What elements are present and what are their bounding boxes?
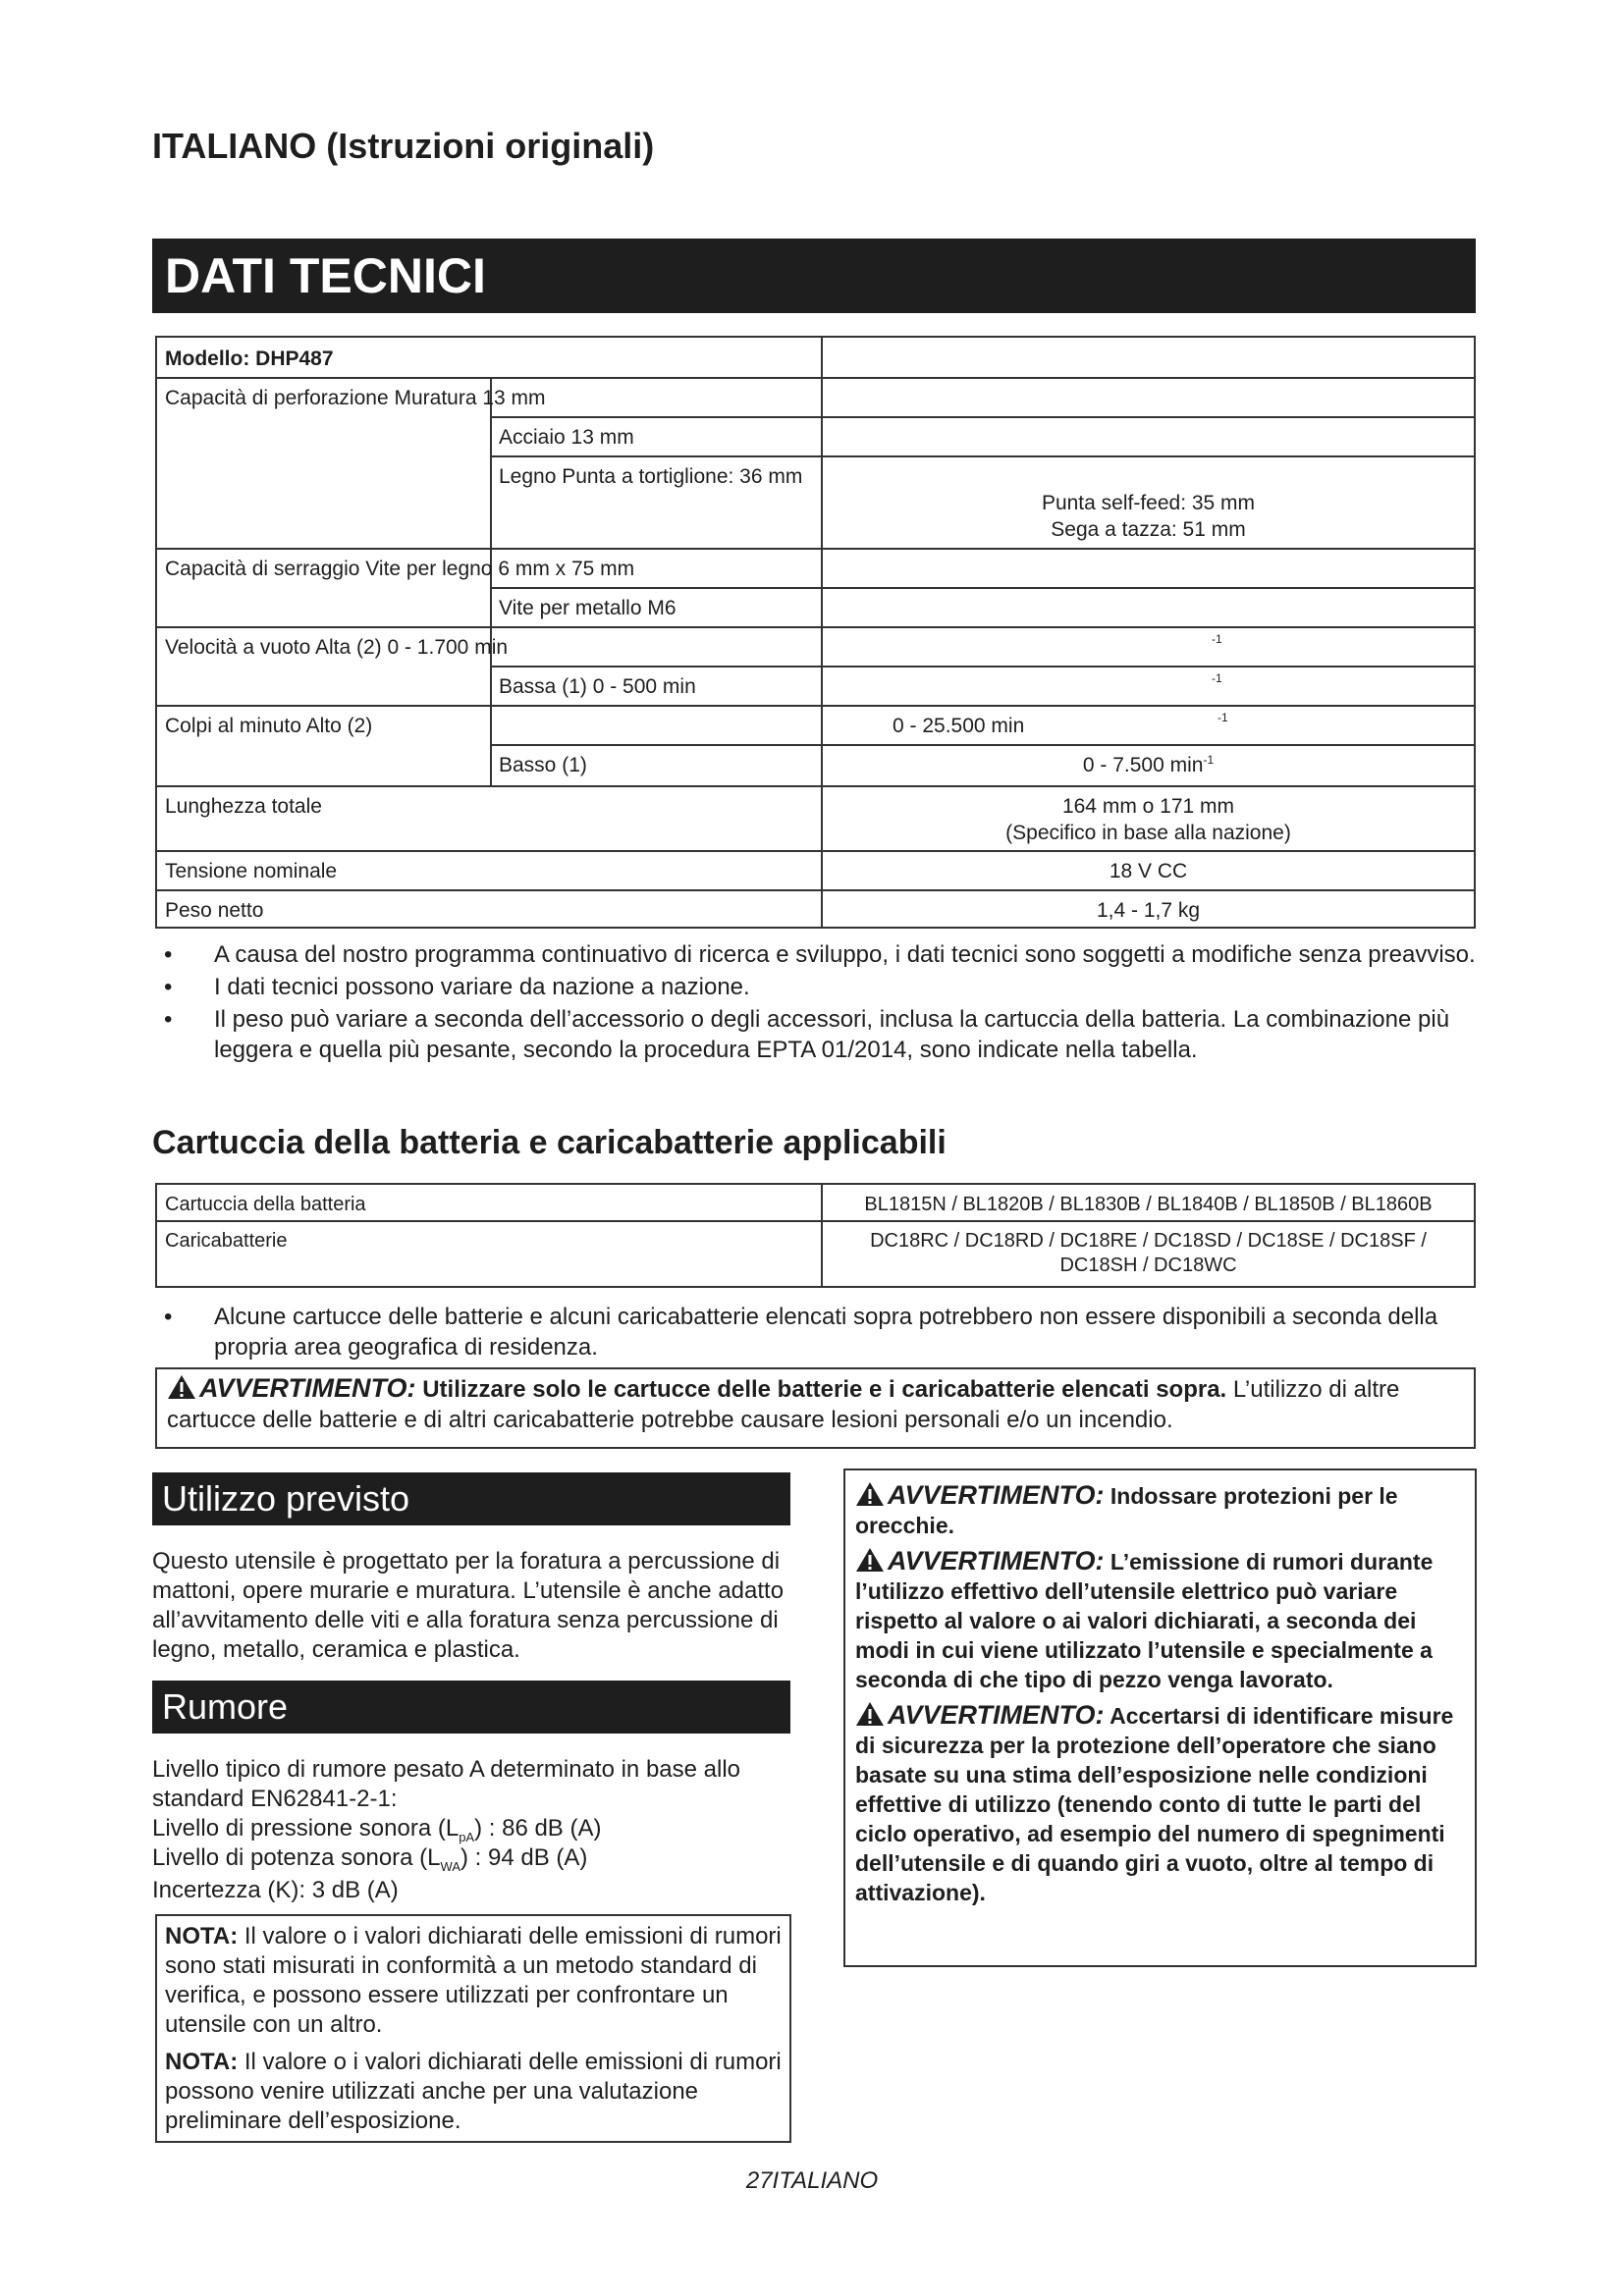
noise-note-2: NOTA: Il valore o i valori dichiarati delle emissioni di rumori possono venire utilizzati anche per una valutazione preliminare dell’esposizione. [165,2049,782,2134]
hearing-protection-warning: AVVERTIMENTO: Indossare protezioni per le orecchie. [855,1480,1398,1538]
drilling-capacity-wood: Legno Punta a tortiglione: 36 mm [499,465,803,488]
page-language-title: ITALIANO (Istruzioni originali) [152,126,655,166]
specifications-table [155,336,1476,929]
safety-measures-warning: AVVERTIMENTO: Accertarsi di identificare misure di sicurezza per la protezione dell’operatore che siano basate su una stima dell’esposizione nelle condizioni effettive di utilizzo (tenendo conto di tutte le parti del ciclo operativo, ad esempio del numero di spegnimenti dell’utensile e di quando giri a vuoto, oltre al tempo di attivazione). [855,1700,1454,1905]
overall-length-note: (Specifico in base alla nazione) [1005,822,1291,844]
noise-pressure-level: Livello di pressione sonora $(L_{pA})$ : 86 dB (A) [152,1815,602,1844]
battery-section-title: Cartuccia della batteria e caricabatterie applicabili [152,1124,947,1161]
battery-warning-text: L’utilizzo di altre cartucce delle batterie e di altri caricabatterie potrebbe causare lesioni personali e/o un incendio. [167,1376,1400,1433]
speed-high-exponent: -1 [1212,632,1222,646]
battery-cartridge-label: Cartuccia della batteria [165,1194,366,1215]
spec-notes-list [152,939,1478,1067]
warning-triangle-icon [855,1701,885,1727]
fastening-capacity-label: Capacità di serraggio Vite per legno 6 mm x 75 mm [165,558,635,580]
battery-warning-heading: AVVERTIMENTO: [167,1373,416,1403]
drilling-capacity-holesaw: Sega a tazza: 51 mm [1051,518,1246,541]
battery-availability-note: • Alcune cartucce delle batterie e alcuni caricabatterie elencati sopra potrebbero non essere disponibili a seconda della propria area geografica di residenza. [152,1302,1478,1362]
overall-length-value: 164 mm o 171 mm [1061,795,1235,818]
noise-warnings-box [843,1468,1477,1967]
noise-power-level: Livello di potenza sonora $(L_{WA})$ : 94 dB (A) [152,1844,588,1874]
drilling-capacity-label: Capacità di perforazione Muratura 13 mm [165,387,546,409]
model-label: Modello: DHP487 [165,347,334,370]
blows-per-minute-low-value: 0 - 7.500 $\min^{-1}$ [1082,753,1215,776]
spec-note: • I dati tecnici possono variare da nazione a nazione. [152,972,1478,1002]
charger-models-line1: DC18RC / DC18RD / DC18RE / DC18SD / DC18SE / DC18SF / [870,1230,1427,1252]
blows-per-minute-high-label: Colpi al minuto Alto (2) [165,715,373,737]
warning-triangle-icon [167,1374,196,1400]
no-load-speed-high: Velocità a vuoto Alta (2) 0 - 1.700 min [165,636,509,659]
noise-uncertainty: Incertezza (K): 3 dB (A) [152,1877,399,1903]
battery-warning-bold: Utilizzare solo le cartucce delle batterie e i caricabatterie elencati sopra. [422,1376,1227,1403]
speed-low-exponent: -1 [1212,671,1222,685]
rated-voltage-value: 18 V CC [1109,860,1188,882]
page-footer: 27ITALIANO [745,2167,879,2194]
rated-voltage-label: Tensione nominale [165,860,338,882]
noise-notes-box [155,1914,791,2143]
blows-per-minute-high-value: 0 - 25.500 min [893,715,1025,737]
charger-label: Caricabatterie [165,1230,288,1252]
battery-warning-box [155,1367,1476,1449]
blows-per-minute-low-label: Basso (1) [499,754,587,776]
overall-length-label: Lunghezza totale [165,795,322,818]
specifications-banner: DATI TECNICI [152,239,1476,313]
drilling-capacity-steel: Acciaio 13 mm [499,426,634,449]
noise-intro: Livello tipico di rumore pesato A determinato in base allo standard EN62841-2-1: [152,1756,741,1812]
battery-charger-table [155,1183,1476,1288]
battery-cartridge-models: BL1815N / BL1820B / BL1830B / BL1840B / BL1850B / BL1860B [864,1194,1433,1215]
drilling-capacity-selffeed: Punta self-feed: 35 mm [1041,492,1256,514]
warning-triangle-icon [855,1547,885,1573]
blows-high-exponent: -1 [1218,711,1228,724]
fastening-capacity-metal: Vite per metallo M6 [499,597,677,619]
no-load-speed-low: Bassa (1) 0 - 500 min [499,675,696,698]
spec-note: • Il peso può variare a seconda dell’accessorio o degli accessori, inclusa la cartuccia della batteria. La combinazione più leggera e quella più pesante, secondo la procedura EPTA 01/2014, sono indicate nella tabella. [152,1004,1478,1065]
spec-note: • A causa del nostro programma continuativo di ricerca e sviluppo, i dati tecnici sono soggetti a modifiche senza preavviso. [152,939,1478,970]
intended-use-banner: Utilizzo previsto [152,1472,790,1525]
warning-triangle-icon [855,1481,885,1507]
charger-models-line2: DC18SH / DC18WC [1059,1255,1237,1276]
net-weight-label: Peso netto [165,899,264,922]
battery-notes-list [152,1302,1478,1364]
noise-emission-warning: AVVERTIMENTO: L’emissione di rumori durante l’utilizzo effettivo dell’utensile elettrico può variare rispetto al valore o ai valori dichiarati, a seconda dei modi in cui viene utilizzato l’utensile e specialmente a seconda di che tipo di pezzo venga lavorato. [855,1546,1434,1692]
noise-note-1: NOTA: Il valore o i valori dichiarati delle emissioni di rumori sono stati misurati in conformità a un metodo standard di verifica, e possono essere utilizzati per confrontare un utensile con un altro. [165,1923,782,2038]
noise-banner: Rumore [152,1681,790,1734]
net-weight-value: 1,4 - 1,7 kg [1096,899,1201,922]
intended-use-text: Questo utensile è progettato per la foratura a percussione di mattoni, opere murarie e muratura. L’utensile è anche adatto all’avvitamento delle viti e alla foratura senza percussione di legno, metallo, ceramica e plastica. [152,1548,785,1663]
